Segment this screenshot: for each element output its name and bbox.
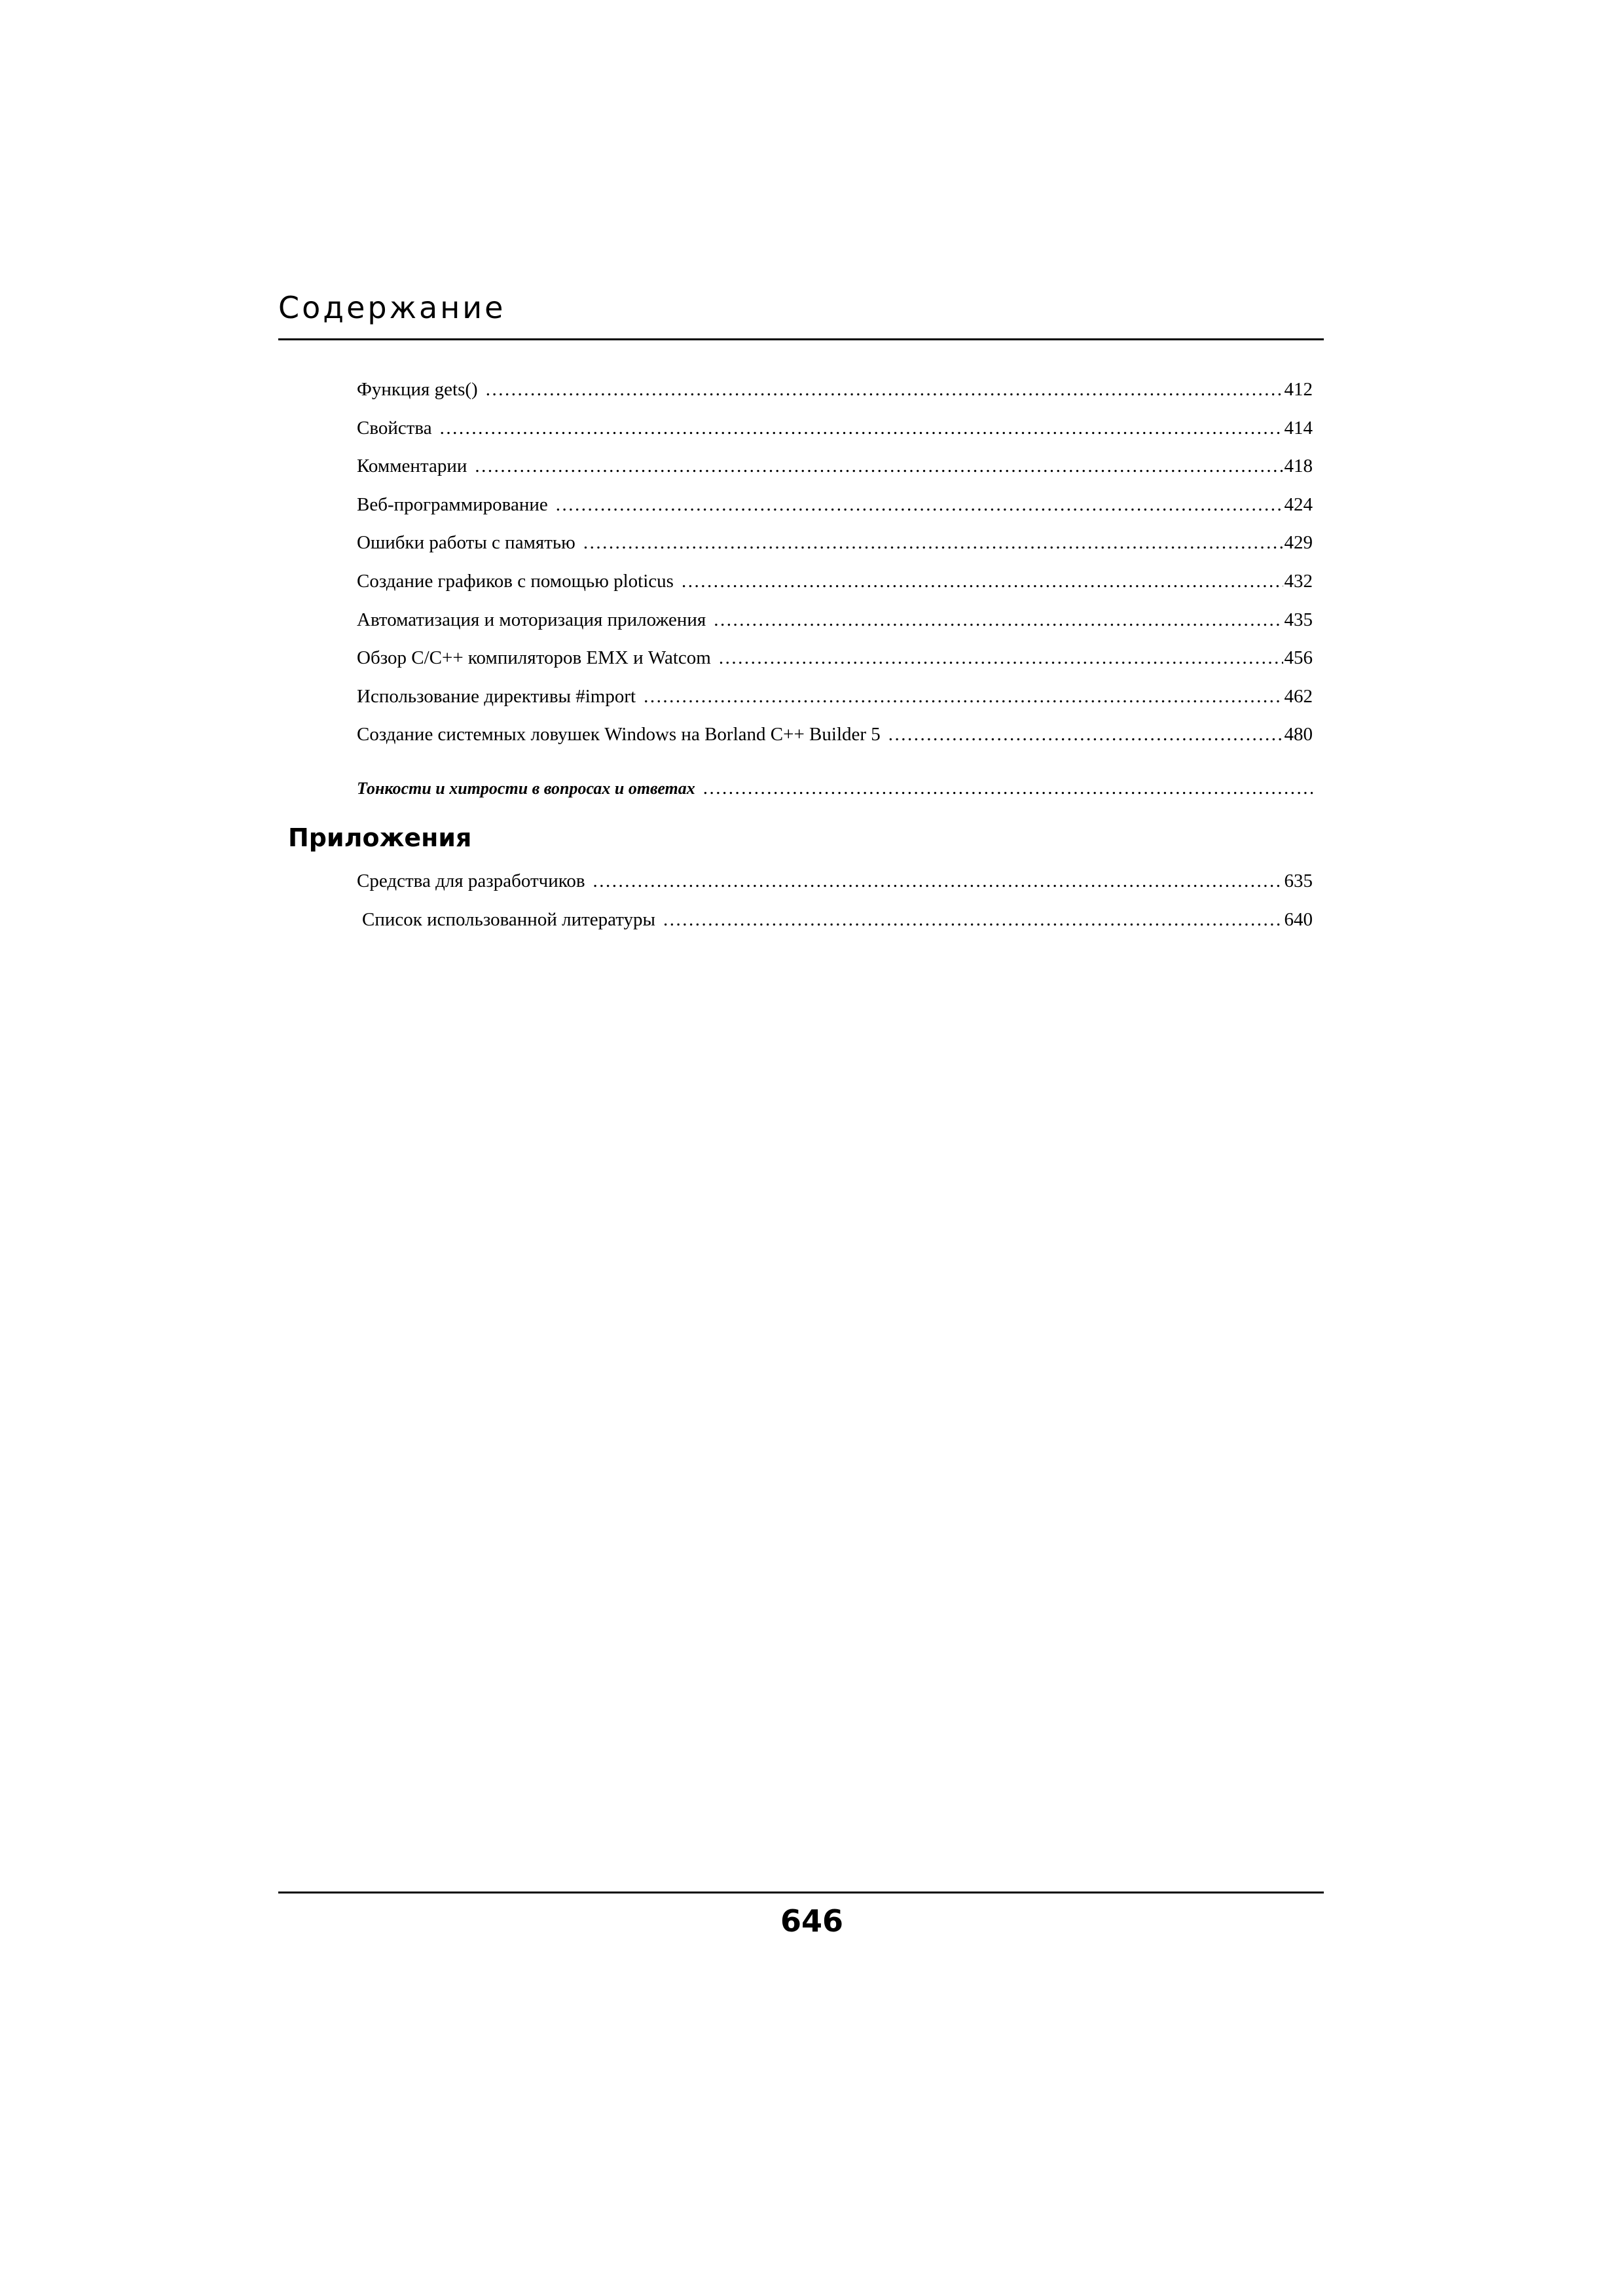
toc-entry[interactable] [357, 901, 1313, 939]
toc-entry-label: Тонкости и хитрости в вопросах и ответах [357, 779, 695, 798]
toc-entry-page: 456 [1284, 647, 1313, 669]
toc-entry-page: 640 [1284, 908, 1313, 930]
toc-entry-page: 635 [1284, 870, 1313, 891]
toc-entry-page: 432 [1284, 570, 1313, 592]
toc-entry-label: Функция gets() [357, 379, 478, 400]
toc-entry-label: Использование директивы #import [357, 685, 636, 707]
footer-rule [278, 1892, 1324, 1893]
toc-special-list [357, 769, 1313, 808]
toc-leader-dots [440, 409, 1283, 448]
toc-entry-label: Автоматизация и моторизация приложения [357, 609, 706, 630]
toc-entry[interactable] [357, 486, 1313, 524]
toc-leader-dots [682, 562, 1283, 601]
toc-entry[interactable] [357, 715, 1313, 754]
toc-entry-label: Свойства [357, 417, 432, 439]
toc-leader-dots [714, 601, 1283, 639]
toc-entry[interactable] [357, 639, 1313, 677]
toc-entry-page: 418 [1284, 456, 1313, 477]
toc-entry[interactable] [357, 524, 1313, 562]
toc-entry[interactable] [357, 370, 1313, 409]
toc-leader-dots [719, 639, 1283, 677]
toc-entry[interactable] [357, 862, 1313, 901]
toc-entry-page: 414 [1284, 417, 1313, 439]
page-number: 646 [780, 1903, 844, 1939]
toc-entry-label: Веб-программирование [357, 493, 548, 515]
toc-leader-dots [583, 524, 1283, 562]
toc-leader-dots [703, 769, 1313, 808]
toc-entry-label: Список использованной литературы [362, 908, 656, 930]
page-header-title: Содержание [278, 290, 506, 325]
toc-entry-page: 412 [1284, 379, 1313, 400]
toc-entry-label: Создание графиков с помощью ploticus [357, 570, 674, 592]
toc-leader-dots [644, 677, 1283, 716]
header-rule [278, 338, 1324, 340]
toc-leader-dots [475, 447, 1283, 486]
toc-leader-dots [888, 715, 1283, 754]
toc-entry-page: 480 [1284, 724, 1313, 745]
toc-leader-dots [663, 901, 1283, 939]
toc-entry-label: Создание системных ловушек Windows на Borland C++ Builder 5 [357, 724, 881, 745]
toc-entry[interactable] [357, 409, 1313, 448]
toc-entry-label: Ошибки работы с памятью [357, 532, 575, 554]
toc-entry[interactable] [357, 447, 1313, 486]
toc-leader-dots [556, 486, 1283, 524]
toc-list [357, 370, 1313, 754]
toc-entry[interactable] [357, 562, 1313, 601]
toc-entry-page: 429 [1284, 532, 1313, 554]
appendix-list [357, 862, 1313, 939]
toc-entry-label: Комментарии [357, 456, 467, 477]
toc-entry[interactable] [357, 601, 1313, 639]
toc-leader-dots [486, 370, 1283, 409]
toc-entry-page: 435 [1284, 609, 1313, 630]
toc-entry-page: 424 [1284, 493, 1313, 515]
toc-entry-page: 462 [1284, 685, 1313, 707]
toc-entry-label: Средства для разработчиков [357, 870, 585, 891]
toc-leader-dots [593, 862, 1283, 901]
toc-entry-label: Обзор C/C++ компиляторов EMX и Watcom [357, 647, 711, 669]
appendix-heading: Приложения [288, 823, 472, 852]
toc-entry-special[interactable] [357, 769, 1313, 808]
toc-entry[interactable] [357, 677, 1313, 716]
